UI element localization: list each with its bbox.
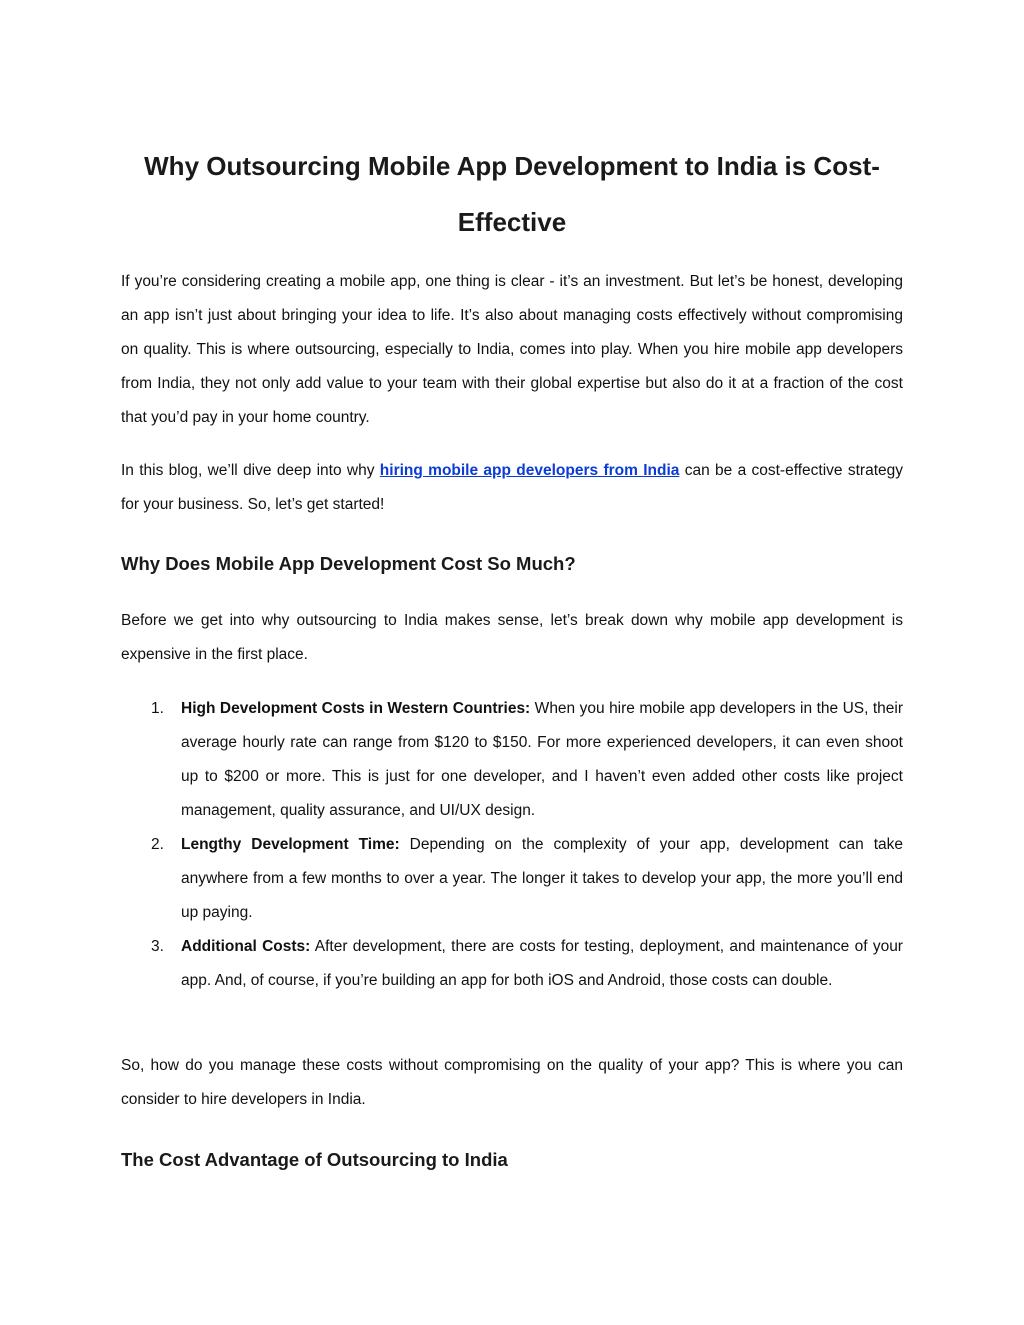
list-item-text: Depending on the complexity of your app, development can take anywhere from a few months to over a year. The longer it takes to develop your app, the more you’ll end up paying. [181, 836, 903, 921]
list-item-label: Additional Costs: [181, 938, 311, 955]
section-heading-advantage: The Cost Advantage of Outsourcing to India [121, 1149, 508, 1170]
list-item [121, 692, 903, 828]
closing-paragraph: So, how do you manage these costs without compromising on the quality of your app? This is where you can consider to hire developers in India. [121, 1057, 903, 1108]
list-item-text: When you hire mobile app developers in the US, their average hourly rate can range from $120 to $150. For more experienced developers, it can even shoot up to $200 or more. This is just for one developer, and I haven’t even added other costs like project management, quality assurance, and UI/UX design. [181, 700, 904, 819]
list-item-number: 1. [151, 700, 164, 717]
section-lead-paragraph: Before we get into why outsourcing to India makes sense, let’s break down why mobile app development is expensive in the first place. [121, 612, 903, 663]
list-item [121, 930, 903, 998]
cost-reasons-list [121, 692, 903, 998]
list-item-label: High Development Costs in Western Countries: [181, 700, 531, 717]
blog-intro-text-after: can be a cost-effective strategy for your business. So, let’s get started! [121, 462, 903, 513]
list-item-number: 3. [151, 938, 164, 955]
list-item [121, 828, 903, 930]
list-item-number: 2. [151, 836, 164, 853]
hire-developers-link[interactable]: hiring mobile app developers from India [379, 462, 680, 479]
intro-paragraph: If you’re considering creating a mobile app, one thing is clear - it’s an investment. But let’s be honest, developing an app isn’t just about bringing your idea to life. It’s also about managing costs effectively without compromising on quality. This is where outsourcing, especially to India, comes into play. When you hire mobile app developers from India, they not only add value to your team with their global expertise but also do it at a fraction of the cost that you’d pay in your home country. [121, 273, 903, 426]
page-title: Why Outsourcing Mobile App Development to India is Cost-Effective [144, 151, 880, 237]
blog-intro-paragraph [121, 454, 903, 522]
blog-intro-text-before: In this blog, we’ll dive deep into why [121, 462, 380, 479]
section-heading-cost: Why Does Mobile App Development Cost So Much? [121, 553, 576, 574]
list-item-label: Lengthy Development Time: [181, 836, 400, 853]
list-item-text: After development, there are costs for testing, deployment, and maintenance of your app. And, of course, if you’re building an app for both iOS and Android, those costs can double. [181, 938, 903, 989]
